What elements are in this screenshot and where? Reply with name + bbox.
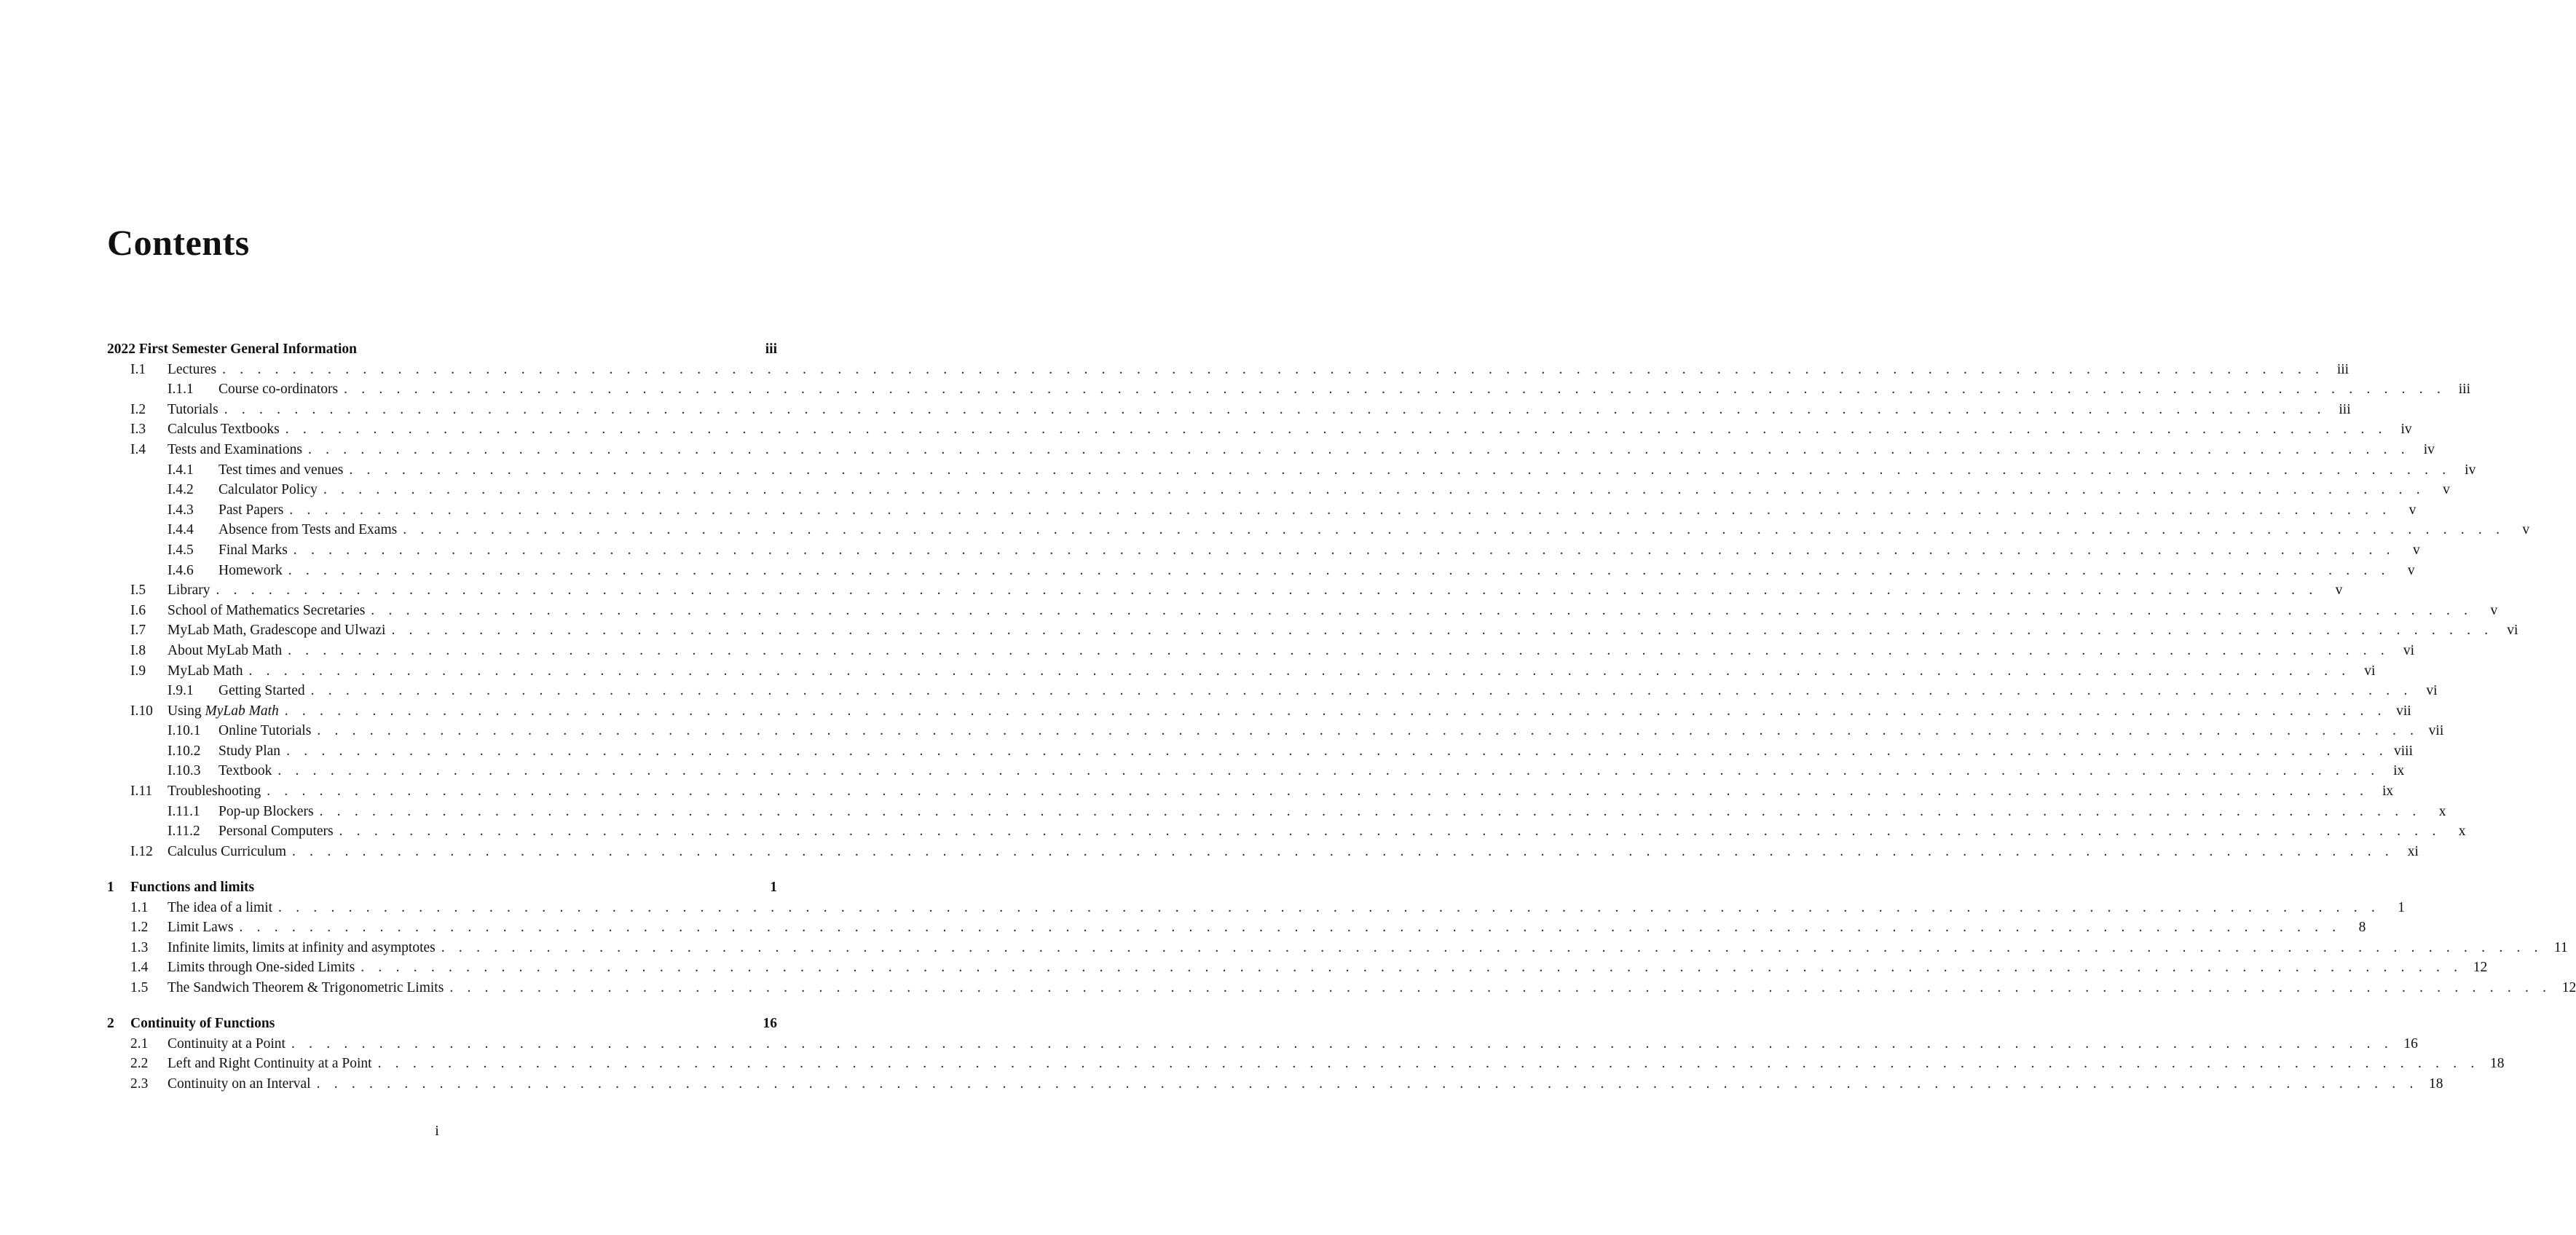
toc-entry-label bbox=[168, 661, 243, 682]
toc-entry-label bbox=[168, 360, 216, 380]
toc-entry-label bbox=[107, 339, 357, 360]
toc-entry-number: I.1.1 bbox=[168, 382, 194, 398]
toc-entry[interactable] bbox=[107, 802, 2446, 822]
toc-entry-page: vi bbox=[2507, 623, 2518, 639]
toc-entry[interactable] bbox=[107, 661, 2376, 682]
dot-leader: . . . . . . . . . . . . . . . . . . . . . . . . . . . . . . . . . . . . . . . . . . . . . . . . . . . . . . . . . . . . . . . . . . . . . . . . . . . . . . . . . . . . . . . . . . . . . . . . . . . . . . . . . . . . . . . . . . . . . . . . bbox=[277, 763, 2380, 779]
toc-entry-page: ix bbox=[2393, 763, 2405, 779]
toc-entry-page: 16 bbox=[763, 1016, 777, 1031]
toc-entry-page: 1 bbox=[2398, 899, 2405, 915]
toc-entry-label-text: Calculus Textbooks bbox=[168, 422, 280, 438]
toc-entry-page: 18 bbox=[2490, 1056, 2505, 1072]
toc-entry[interactable] bbox=[107, 842, 2419, 862]
toc-entry[interactable] bbox=[107, 540, 2420, 561]
toc-entry-label bbox=[168, 641, 282, 661]
toc-entry[interactable] bbox=[107, 681, 2438, 701]
toc-entry-label-text: Getting Started bbox=[218, 683, 305, 699]
toc-entry-page: v bbox=[2522, 522, 2530, 538]
toc-entry-label-text: Limit Laws bbox=[168, 920, 234, 936]
dot-leader: . . . . . . . . . . . . . . . . . . . . . . . . . . . . . . . . . . . . . . . . . . . . . . . . . . . . . . . . . . . . . . . . . . . . . . . . . . . . . . . . . . . . . . . . . . . . . . . . . . . . . . . . . . . . . . . . . . . . . . . . bbox=[403, 522, 2505, 538]
toc-entry-number: I.5 bbox=[130, 583, 146, 599]
toc-entry[interactable] bbox=[107, 1054, 2505, 1074]
page-number: i bbox=[435, 1123, 439, 1139]
dot-leader: . . . . . . . . . . . . . . . . . . . . . . . . . . . . . . . . . . . . . . . . . . . . . . . . . . . . . . . . . . . . . . . . . . . . . . . . . . . . . . . . . . . . . . . . . . . . . . . . . . . . . . . . . . . . . . . . . . . . . . . . bbox=[317, 723, 2419, 739]
toc-entry-page: iii bbox=[2339, 401, 2351, 417]
toc-entry-label bbox=[218, 520, 397, 540]
toc-entry-page: iv bbox=[2465, 462, 2476, 478]
toc-entry-number: I.4.3 bbox=[168, 502, 194, 518]
toc-entry-label bbox=[168, 918, 233, 938]
toc-entry[interactable] bbox=[107, 821, 2466, 842]
toc-entry-label bbox=[218, 802, 314, 822]
toc-entry-label-text: Final Marks bbox=[218, 542, 288, 558]
toc-entry[interactable] bbox=[107, 601, 2498, 621]
toc-entry[interactable] bbox=[107, 360, 2349, 380]
toc-entry-page: vi bbox=[2364, 663, 2376, 679]
toc-entry[interactable] bbox=[107, 440, 2435, 460]
toc-entry[interactable] bbox=[107, 641, 2415, 661]
toc-entry-label bbox=[130, 877, 254, 898]
toc-entry-number: 1.5 bbox=[130, 979, 149, 995]
toc-entry-label-text: Study Plan bbox=[218, 743, 281, 759]
toc-entry-label bbox=[168, 580, 210, 601]
toc-entry-label-text: Troubleshooting bbox=[168, 784, 261, 800]
toc-entry-label-text: About MyLab Math bbox=[168, 642, 283, 658]
toc-entry-number: I.2 bbox=[130, 401, 146, 417]
toc-entry-label-text: Continuity of Functions bbox=[130, 1016, 275, 1031]
toc-entry-label-text: Personal Computers bbox=[218, 824, 334, 840]
toc-entry-number: I.12 bbox=[130, 843, 153, 859]
dot-leader: . . . . . . . . . . . . . . . . . . . . . . . . . . . . . . . . . . . . . . . . . . . . . . . . . . . . . . . . . . . . . . . . . . . . . . . . . . . . . . . . . . . . . . . . . . . . . . . . . . . . . . . . . . . . . . . . . . . . . . . . bbox=[278, 899, 2380, 915]
toc-entry-label-text: Course co-ordinators bbox=[218, 382, 339, 398]
dot-leader: . . . . . . . . . . . . . . . . . . . . . . . . . . . . . . . . . . . . . . . . . . . . . . . . . . . . . . . . . . . . . . . . . . . . . . . . . . . . . . . . . . . . . . . . . . . . . . . . . . . . . . . . . . . . . . . . . . . . . . . . bbox=[293, 542, 2395, 558]
toc-entry-label bbox=[168, 620, 385, 641]
dot-leader: . . . . . . . . . . . . . . . . . . . . . . . . . . . . . . . . . . . . . . . . . . . . . . . . . . . . . . . . . . . . . . . . . . . . . . . . . . . . . . . . . . . . . . . . . . . . . . . . . . . . . . . . . . . . . . . . . . . . . . . . bbox=[441, 939, 2543, 955]
dot-leader: . . . . . . . . . . . . . . . . . . . . . . . . . . . . . . . . . . . . . . . . . . . . . . . . . . . . . . . . . . . . . . . . . . . . . . . . . . . . . . . . . . . . . . . . . . . . . . . . . . . . . . . . . . . . . . . . . . . . . . . . bbox=[371, 602, 2473, 618]
toc-entry-label-text: Absence from Tests and Exams bbox=[218, 522, 398, 538]
dot-leader: . . . . . . . . . . . . . . . . . . . . . . . . . . . . . . . . . . . . . . . . . . . . . . . . . . . . . . . . . . . . . . . . . . . . . . . . . . . . . . . . . . . . . . . . . . . . . . . . . . . . . . . . . . . . . . . . . . . . . . . . bbox=[349, 462, 2451, 478]
toc-entry-number: I.6 bbox=[130, 602, 146, 618]
toc-entry-page: vi bbox=[2426, 683, 2438, 699]
toc-entry[interactable] bbox=[107, 978, 2576, 998]
dot-leader: . . . . . . . . . . . . . . . . . . . . . . . . . . . . . . . . . . . . . . . . . . . . . . . . . . . . . . . . . . . . . . . . . . . . . . . . . . . . . . . . . . . . . . . . . . . . . . . . . . . . . . . . . . . . . . . . . . . . . . . . bbox=[248, 663, 2351, 679]
toc-entry-page: x bbox=[2438, 803, 2446, 819]
dot-leader: . . . . . . . . . . . . . . . . . . . . . . . . . . . . . . . . . . . . . . . . . . . . . . . . . . . . . . . . . . . . . . . . . . . . . . . . . . . . . . . . . . . . . . . . . . . . . . . . . . . . . . . . . . . . . . . . . . . . . . . . bbox=[449, 979, 2552, 995]
toc-entry-label bbox=[218, 480, 318, 500]
toc-entry[interactable] bbox=[107, 460, 2476, 481]
toc-entry-number: I.4.1 bbox=[168, 462, 194, 478]
toc-entry-page: 12 bbox=[2561, 979, 2576, 995]
toc-entry-page: 11 bbox=[2553, 939, 2568, 955]
dot-leader: . . . . . . . . . . . . . . . . . . . . . . . . . . . . . . . . . . . . . . . . . . . . . . . . . . . . . . . . . . . . . . . . . . . . . . . . . . . . . . . . . . . . . . . . . . . . . . . . . . . . . . . . . . . . . . . . . . . . . . . . bbox=[288, 562, 2390, 578]
toc-entry[interactable] bbox=[107, 781, 2394, 802]
dot-leader: . . . . . . . . . . . . . . . . . . . . . . . . . . . . . . . . . . . . . . . . . . . . . . . . . . . . . . . . . . . . . . . . . . . . . . . . . . . . . . . . . . . . . . . . . . . . . . . . . . . . . . . . . . . . . . . . . . . . . . . . bbox=[222, 361, 2325, 377]
toc-entry-label bbox=[218, 681, 305, 701]
dot-leader: . . . . . . . . . . . . . . . . . . . . . . . . . . . . . . . . . . . . . . . . . . . . . . . . . . . . . . . . . . . . . . . . . . . . . . . . . . . . . . . . . . . . . . . . . . . . . . . . . . . . . . . . . . . . . . . . . . . . . . . . bbox=[239, 920, 2341, 936]
dot-leader: . . . . . . . . . . . . . . . . . . . . . . . . . . . . . . . . . . . . . . . . . . . . . . . . . . . . . . . . . . . . . . . . . . . . . . . . . . . . . . . . . . . . . . . . . . . . . . . . . . . . . . . . . . . . . . . . . . . . . . . . bbox=[288, 642, 2390, 658]
toc-entry-number: I.11.1 bbox=[168, 803, 200, 819]
toc-entry-label bbox=[218, 561, 283, 581]
toc-entry-label bbox=[218, 761, 272, 781]
toc-entry-number: 1.4 bbox=[130, 960, 149, 976]
toc-entry-number: I.11 bbox=[130, 784, 153, 800]
toc-entry[interactable] bbox=[107, 500, 2417, 521]
toc-entry-page: 8 bbox=[2358, 920, 2366, 936]
toc-entry-page: vii bbox=[2428, 723, 2444, 739]
page-title: Contents bbox=[107, 222, 250, 263]
toc-entry[interactable] bbox=[107, 721, 2444, 741]
toc-entry-page: 16 bbox=[2403, 1035, 2418, 1051]
toc-entry-page: v bbox=[2408, 502, 2417, 518]
toc-entry-label bbox=[168, 938, 436, 958]
toc-entry-label-text: Continuity at a Point bbox=[168, 1035, 285, 1051]
toc-entry-page: 1 bbox=[770, 879, 777, 895]
toc-entry-number: I.4.2 bbox=[168, 482, 194, 498]
toc-entry-number: I.10.1 bbox=[168, 723, 201, 739]
toc-entry-number: 2.1 bbox=[130, 1035, 149, 1051]
toc-entry-label-text: Calculator Policy bbox=[218, 482, 318, 498]
toc-entry-page: xi bbox=[2407, 843, 2419, 859]
toc-entry-label bbox=[218, 379, 338, 400]
toc-entry[interactable] bbox=[107, 938, 2568, 958]
toc-entry-label-text: Left and Right Continuity at a Point bbox=[168, 1056, 372, 1072]
toc-entry-label-text: Lectures bbox=[168, 361, 217, 377]
toc-entry-number: I.10.3 bbox=[168, 763, 201, 779]
toc-entry-label bbox=[218, 500, 283, 521]
dot-leader: . . . . . . . . . . . . . . . . . . . . . . . . . . . . . . . . . . . . . . . . . . . . . . . . . . . . . . . . . . . . . . . . . . . . . . . . . . . . . . . . . . . . . . . . . . . . . . . . . . . . . . . . . . . . . . . . . . . . . . . . bbox=[310, 683, 2413, 699]
dot-leader: . . . . . . . . . . . . . . . . . . . . . . . . . . . . . . . . . . . . . . . . . . . . . . . . . . . . . . . . . . . . . . . . . . . . . . . . . . . . . . . . . . . . . . . . . . . . . . . . . . . . . . . . . . . . . . . . . . . . . . . . bbox=[216, 583, 2318, 599]
toc-entry-label-text: The idea of a limit bbox=[168, 899, 273, 915]
table-of-contents bbox=[107, 339, 2576, 1094]
toc-entry[interactable] bbox=[107, 958, 2488, 978]
toc-entry[interactable] bbox=[107, 620, 2518, 641]
dot-leader: . . . . . . . . . . . . . . . . . . . . . . . . . . . . . . . . . . . . . . . . . . . . . . . . . . . . . . . . . . . . . . . . . . . . . . . . . . . . . . . . . . . . . . . . . . . . . . . . . . . . . . . . . . . . . . . . . . . . . . . . bbox=[289, 502, 2392, 518]
toc-entry-page: 18 bbox=[2429, 1076, 2443, 1092]
toc-entry-page: viii bbox=[2393, 743, 2413, 759]
toc-entry-label-text: 2022 First Semester General Information bbox=[107, 342, 357, 357]
dot-leader: . . . . . . . . . . . . . . . . . . . . . . . . . . . . . . . . . . . . . . . . . . . . . . . . . . . . . . . . . . . . . . . . . . . . . . . . . . . . . . . . . . . . . . . . . . . . . . . . . . . . . . . . . . . . . . . . . . . . . . . . bbox=[285, 422, 2387, 438]
toc-entry-label-text: Textbook bbox=[218, 763, 272, 779]
toc-entry-page: iii bbox=[2336, 361, 2349, 377]
toc-entry-label bbox=[168, 898, 272, 918]
toc-chapter-entry[interactable] bbox=[107, 339, 777, 360]
toc-entry[interactable] bbox=[107, 480, 2450, 500]
toc-entry-number: 2.2 bbox=[130, 1056, 149, 1072]
toc-entry-number: 2.3 bbox=[130, 1076, 149, 1092]
toc-entry-label-italic: MyLab Math bbox=[205, 703, 279, 719]
toc-entry-page: x bbox=[2458, 824, 2466, 840]
toc-entry[interactable] bbox=[107, 379, 2471, 400]
toc-entry-label-text: The Sandwich Theorem & Trigonometric Limits bbox=[168, 979, 444, 995]
dot-leader: . . . . . . . . . . . . . . . . . . . . . . . . . . . . . . . . . . . . . . . . . . . . . . . . . . . . . . . . . . . . . . . . . . . . . . . . . . . . . . . . . . . . . . . . . . . . . . . . . . . . . . . . . . . . . . . . . . . . . . . . bbox=[339, 824, 2441, 840]
toc-entry-page: v bbox=[2443, 482, 2450, 498]
toc-entry-label-text: Continuity on an Interval bbox=[168, 1076, 311, 1092]
toc-entry-page: iv bbox=[2400, 422, 2412, 438]
toc-entry-label-text: Calculus Curriculum bbox=[168, 843, 287, 859]
dot-leader: . . . . . . . . . . . . . . . . . . . . . . . . . . . . . . . . . . . . . . . . . . . . . . . . . . . . . . . . . . . . . . . . . . . . . . . . . . . . . . . . . . . . . . . . . . . . . . . . . . . . . . . . . . . . . . . . . . . . . . . . bbox=[307, 441, 2410, 457]
toc-entry[interactable] bbox=[107, 701, 2411, 722]
toc-entry-label-text: Tests and Examinations bbox=[168, 441, 302, 457]
dot-leader: . . . . . . . . . . . . . . . . . . . . . . . . . . . . . . . . . . . . . . . . . . . . . . . . . . . . . . . . . . . . . . . . . . . . . . . . . . . . . . . . . . . . . . . . . . . . . . . . . . . . . . . . . . . . . . . . . . . . . . . . bbox=[284, 703, 2387, 719]
toc-entry-number: I.9 bbox=[130, 663, 146, 679]
toc-entry-label bbox=[168, 701, 279, 722]
toc-entry-label-text: MyLab Math bbox=[168, 663, 243, 679]
toc-entry-number: I.10.2 bbox=[168, 743, 201, 759]
dot-leader: . . . . . . . . . . . . . . . . . . . . . . . . . . . . . . . . . . . . . . . . . . . . . . . . . . . . . . . . . . . . . . . . . . . . . . . . . . . . . . . . . . . . . . . . . . . . . . . . . . . . . . . . . . . . . . . . . . . . . . . . bbox=[344, 382, 2446, 398]
toc-entry-label-text: Using bbox=[168, 703, 205, 719]
toc-entry[interactable] bbox=[107, 1034, 2418, 1054]
dot-leader: . . . . . . . . . . . . . . . . . . . . . . . . . . . . . . . . . . . . . . . . . . . . . . . . . . . . . . . . . . . . . . . . . . . . . . . . . . . . . . . . . . . . . . . . . . . . . . . . . . . . . . . . . . . . . . . . . . . . . . . . bbox=[286, 743, 2388, 759]
dot-leader: . . . . . . . . . . . . . . . . . . . . . . . . . . . . . . . . . . . . . . . . . . . . . . . . . . . . . . . . . . . . . . . . . . . . . . . . . . . . . . . . . . . . . . . . . . . . . . . . . . . . . . . . . . . . . . . . . . . . . . . . bbox=[391, 623, 2494, 639]
toc-entry[interactable] bbox=[107, 400, 2351, 420]
toc-entry-number: I.9.1 bbox=[168, 683, 194, 699]
toc-entry[interactable] bbox=[107, 761, 2405, 781]
toc-entry-label bbox=[168, 978, 444, 998]
dot-leader: . . . . . . . . . . . . . . . . . . . . . . . . . . . . . . . . . . . . . . . . . . . . . . . . . . . . . . . . . . . . . . . . . . . . . . . . . . . . . . . . . . . . . . . . . . . . . . . . . . . . . . . . . . . . . . . . . . . . . . . . bbox=[323, 482, 2425, 498]
toc-entry-label-text: Functions and limits bbox=[130, 879, 255, 895]
toc-entry-number: I.8 bbox=[130, 642, 146, 658]
toc-entry[interactable] bbox=[107, 520, 2530, 540]
toc-entry-number: I.4.4 bbox=[168, 522, 194, 538]
dot-leader: . . . . . . . . . . . . . . . . . . . . . . . . . . . . . . . . . . . . . . . . . . . . . . . . . . . . . . . . . . . . . . . . . . . . . . . . . . . . . . . . . . . . . . . . . . . . . . . . . . . . . . . . . . . . . . . . . . . . . . . . bbox=[291, 1035, 2393, 1051]
toc-entry-label bbox=[218, 460, 343, 481]
toc-entry-page: vii bbox=[2396, 703, 2411, 719]
toc-entry-number: 1.2 bbox=[130, 920, 149, 936]
toc-entry-label bbox=[168, 781, 261, 802]
toc-entry-number: 1.1 bbox=[130, 899, 149, 915]
toc-entry-number: I.7 bbox=[130, 623, 146, 639]
toc-entry-number: 1 bbox=[107, 879, 114, 895]
toc-entry-number: I.11.2 bbox=[168, 824, 200, 840]
toc-entry-page: 12 bbox=[2473, 960, 2488, 976]
toc-entry-label bbox=[168, 842, 286, 862]
toc-entry-number: 2 bbox=[107, 1016, 114, 1031]
toc-entry-label-text: Past Papers bbox=[218, 502, 284, 518]
toc-entry-label-text: MyLab Math, Gradescope and Ulwazi bbox=[168, 623, 386, 639]
toc-entry-label-text: Pop-up Blockers bbox=[218, 803, 314, 819]
toc-entry[interactable] bbox=[107, 1074, 2443, 1094]
toc-entry-number: I.3 bbox=[130, 422, 146, 438]
toc-entry-label-text: Infinite limits, limits at infinity and asymptotes bbox=[168, 939, 436, 955]
toc-entry-label bbox=[130, 1014, 275, 1034]
toc-entry-label-text: Library bbox=[168, 583, 210, 599]
dot-leader: . . . . . . . . . . . . . . . . . . . . . . . . . . . . . . . . . . . . . . . . . . . . . . . . . . . . . . . . . . . . . . . . . . . . . . . . . . . . . . . . . . . . . . . . . . . . . . . . . . . . . . . . . . . . . . . . . . . . . . . . bbox=[224, 401, 2326, 417]
toc-chapter-entry[interactable] bbox=[107, 1014, 777, 1034]
dot-leader: . . . . . . . . . . . . . . . . . . . . . . . . . . . . . . . . . . . . . . . . . . . . . . . . . . . . . . . . . . . . . . . . . . . . . . . . . . . . . . . . . . . . . . . . . . . . . . . . . . . . . . . . . . . . . . . . . . . . . . . . bbox=[292, 843, 2394, 859]
toc-entry-page: iii bbox=[2458, 382, 2471, 398]
toc-entry[interactable] bbox=[107, 741, 2413, 762]
toc-entry-number: I.4.6 bbox=[168, 562, 194, 578]
toc-entry-label bbox=[168, 958, 355, 978]
toc-entry[interactable] bbox=[107, 419, 2412, 440]
toc-entry-label-text: School of Mathematics Secretaries bbox=[168, 602, 366, 618]
toc-entry[interactable] bbox=[107, 580, 2343, 601]
toc-entry-page: iv bbox=[2423, 441, 2435, 457]
toc-entry-page: v bbox=[2412, 542, 2420, 558]
toc-entry-page: vi bbox=[2403, 642, 2415, 658]
toc-entry[interactable] bbox=[107, 561, 2415, 581]
toc-entry-label-text: Online Tutorials bbox=[218, 723, 312, 739]
toc-entry-page: v bbox=[2335, 583, 2343, 599]
toc-entry-label-text: Test times and venues bbox=[218, 462, 344, 478]
dot-leader: . . . . . . . . . . . . . . . . . . . . . . . . . . . . . . . . . . . . . . . . . . . . . . . . . . . . . . . . . . . . . . . . . . . . . . . . . . . . . . . . . . . . . . . . . . . . . . . . . . . . . . . . . . . . . . . . . . . . . . . . bbox=[267, 784, 2369, 800]
toc-entry-page: v bbox=[2490, 602, 2498, 618]
toc-entry-number: I.4 bbox=[130, 441, 146, 457]
toc-entry-label bbox=[218, 741, 280, 762]
toc-entry-number: I.1 bbox=[130, 361, 146, 377]
toc-entry-number: 1.3 bbox=[130, 939, 149, 955]
toc-entry-label-text: Limits through One-sided Limits bbox=[168, 960, 355, 976]
toc-entry-page: iii bbox=[765, 342, 777, 357]
toc-entry-label bbox=[168, 601, 365, 621]
dot-leader: . . . . . . . . . . . . . . . . . . . . . . . . . . . . . . . . . . . . . . . . . . . . . . . . . . . . . . . . . . . . . . . . . . . . . . . . . . . . . . . . . . . . . . . . . . . . . . . . . . . . . . . . . . . . . . . . . . . . . . . . bbox=[377, 1056, 2480, 1072]
toc-entry-label-text: Tutorials bbox=[168, 401, 218, 417]
toc-entry-label bbox=[168, 1054, 372, 1074]
toc-entry-label bbox=[168, 419, 280, 440]
toc-entry[interactable] bbox=[107, 898, 2405, 918]
toc-entry-label bbox=[168, 1074, 311, 1094]
dot-leader: . . . . . . . . . . . . . . . . . . . . . . . . . . . . . . . . . . . . . . . . . . . . . . . . . . . . . . . . . . . . . . . . . . . . . . . . . . . . . . . . . . . . . . . . . . . . . . . . . . . . . . . . . . . . . . . . . . . . . . . . bbox=[316, 1076, 2419, 1092]
toc-entry-number: I.10 bbox=[130, 703, 153, 719]
toc-entry-label bbox=[168, 400, 218, 420]
toc-chapter-entry[interactable] bbox=[107, 877, 777, 898]
toc-entry-label bbox=[168, 440, 302, 460]
toc-entry-number: I.4.5 bbox=[168, 542, 194, 558]
toc-entry-label bbox=[218, 540, 288, 561]
toc-entry-page: ix bbox=[2382, 784, 2394, 800]
toc-entry-page: v bbox=[2407, 562, 2415, 578]
toc-entry-label bbox=[168, 1034, 285, 1054]
dot-leader: . . . . . . . . . . . . . . . . . . . . . . . . . . . . . . . . . . . . . . . . . . . . . . . . . . . . . . . . . . . . . . . . . . . . . . . . . . . . . . . . . . . . . . . . . . . . . . . . . . . . . . . . . . . . . . . . . . . . . . . . bbox=[361, 960, 2463, 976]
toc-entry-label-text: Homework bbox=[218, 562, 283, 578]
toc-entry-label bbox=[218, 821, 334, 842]
toc-entry-label bbox=[218, 721, 311, 741]
toc-entry[interactable] bbox=[107, 918, 2366, 938]
dot-leader: . . . . . . . . . . . . . . . . . . . . . . . . . . . . . . . . . . . . . . . . . . . . . . . . . . . . . . . . . . . . . . . . . . . . . . . . . . . . . . . . . . . . . . . . . . . . . . . . . . . . . . . . . . . . . . . . . . . . . . . . bbox=[319, 803, 2422, 819]
